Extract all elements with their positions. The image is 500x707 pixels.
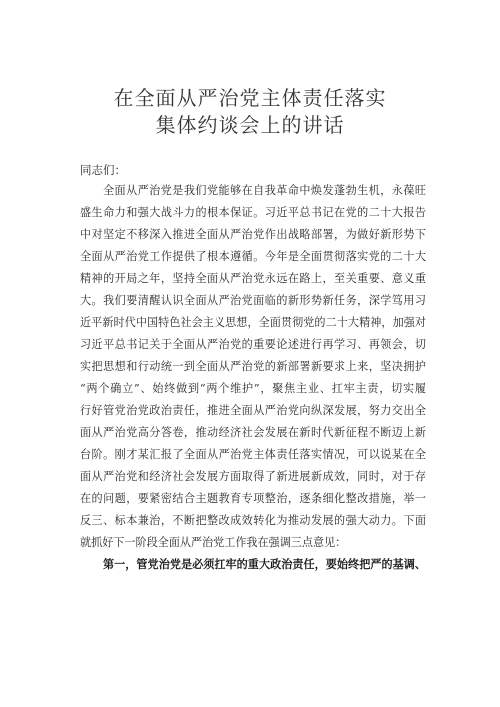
section-heading-line: 第一，管党治党是必须扛牢的重大政治责任，要始终把严的基调、 (103, 558, 426, 571)
paragraph-line: 面从严治党高分答卷，推动经济社会发展在新时代新征程不断迈上新 (80, 426, 426, 439)
paragraph-line: 习近平总书记关于全面从严治党的重要论述进行再学习、再领会，切 (80, 338, 426, 351)
paragraph-line: 大。我们要清醒认识全面从严治党面临的新形势新任务，深学笃用习 (80, 294, 426, 307)
paragraph-line: 全面从严治党工作提供了根本遵循。今年是全面贯彻落实党的二十大 (80, 250, 426, 263)
paragraph-line: 精神的开局之年，坚持全面从严治党永远在路上，至关重要、意义重 (80, 272, 426, 285)
paragraph-line: 在的问题，要紧密结合主题教育专项整治，逐条细化整改措施，举一 (80, 492, 426, 505)
paragraph-line: 全面从严治党是我们党能够在自我革命中焕发蓬勃生机，永葆旺 (103, 184, 426, 197)
paragraph-line: 近平新时代中国特色社会主义思想，全面贯彻党的二十大精神，加强对 (80, 316, 426, 329)
paragraph-line: 中对坚定不移深入推进全面从严治党作出战略部署，为做好新形势下 (80, 228, 426, 241)
paragraph-line: 面从严治党和经济社会发展方面取得了新进展新成效，同时，对于存 (80, 470, 426, 483)
paragraph-line: 实把思想和行动统一到全面从严治党的新部署新要求上来，坚决拥护 (80, 360, 426, 373)
paragraph-line: 台阶。刚才某汇报了全面从严治党主体责任落实情况，可以说某在全 (80, 448, 426, 461)
paragraph-line: 反三、标本兼治，不断把整改成效转化为推动发展的强大动力。下面 (80, 514, 426, 527)
paragraph-line: “两个确立”、始终做到“两个维护”，聚焦主业、扛牢主责，切实履 (80, 382, 426, 395)
document-title-line-2: 集体约谈会上的讲话 (155, 113, 345, 137)
paragraph-line: 盛生命力和强大战斗力的根本保证。习近平总书记在党的二十大报告 (80, 206, 426, 219)
document-title-line-1: 在全面从严治党主体责任落实 (113, 86, 387, 110)
paragraph-line: 行好管党治党政治责任，推进全面从严治党向纵深发展，努力交出全 (80, 404, 426, 417)
paragraph-line: 就抓好下一阶段全面从严治党工作我在强调三点意见： (80, 536, 347, 549)
salutation: 同志们： (80, 163, 126, 177)
